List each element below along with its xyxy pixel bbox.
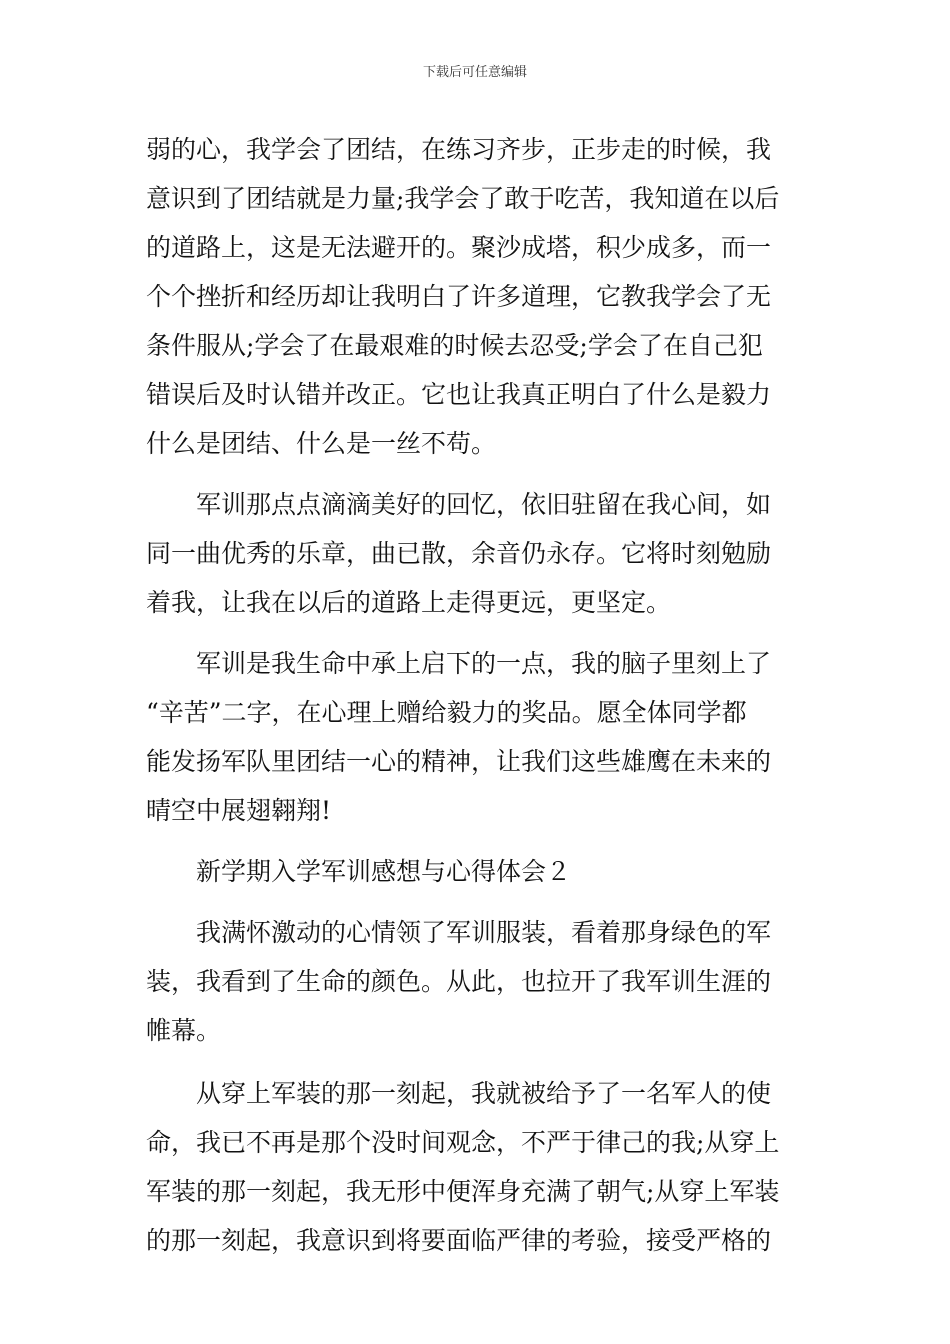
text-line: 能发扬军队里团结一心的精神，让我们这些雄鹰在未来的 xyxy=(146,747,772,776)
text-line: 条件服从;学会了在最艰难的时候去忍受;学会了在自己犯 xyxy=(146,331,763,360)
text-line: 弱的心，我学会了团结，在练习齐步，正步走的时候，我 xyxy=(146,135,772,164)
text-line: 我满怀激动的心情领了军训服装，看着那身绿色的军 xyxy=(146,918,772,947)
text-line: 帷幕。 xyxy=(146,1016,222,1045)
paragraph xyxy=(146,480,806,627)
text-line: 什么是团结、什么是一丝不苟。 xyxy=(146,429,497,458)
paragraph xyxy=(146,1069,806,1265)
text-line: 命，我已不再是那个没时间观念，不严于律己的我;从穿上 xyxy=(146,1128,780,1157)
paragraph xyxy=(146,125,806,468)
text-line: 意识到了团结就是力量;我学会了敢于吃苦，我知道在以后 xyxy=(146,184,780,213)
text-line: 的道路上，这是无法避开的。聚沙成塔，积少成多，而一 xyxy=(146,233,772,262)
text-line: 军训是我生命中承上启下的一点，我的脑子里刻上了 xyxy=(146,649,772,678)
text-line: 装，我看到了生命的颜色。从此，也拉开了我军训生涯的 xyxy=(146,967,772,996)
text-line: 军装的那一刻起，我无形中便浑身充满了朝气;从穿上军装 xyxy=(146,1177,780,1206)
text-line: 晴空中展翅翱翔! xyxy=(146,796,332,825)
text-line: 着我，让我在以后的道路上走得更远，更坚定。 xyxy=(146,588,672,617)
text-line: 军训那点点滴滴美好的回忆，依旧驻留在我心间，如 xyxy=(146,490,772,519)
page-header-note: 下载后可任意编辑 xyxy=(422,65,527,80)
document-body xyxy=(146,125,806,1265)
paragraph xyxy=(146,639,806,835)
text-line: “辛苦”二字，在心理上赠给毅力的奖品。愿全体同学都 xyxy=(146,698,747,727)
text-line: 错误后及时认错并改正。它也让我真正明白了什么是毅力 xyxy=(146,380,772,409)
section-heading xyxy=(146,847,806,896)
text-line: 的那一刻起，我意识到将要面临严律的考验，接受严格的 xyxy=(146,1226,772,1255)
heading-line: 新学期入学军训感想与心得体会２ xyxy=(146,857,572,886)
text-line: 个个挫折和经历却让我明白了许多道理，它教我学会了无 xyxy=(146,282,772,311)
text-line: 同一曲优秀的乐章，曲已散，余音仍永存。它将时刻勉励 xyxy=(146,539,772,568)
text-line: 从穿上军装的那一刻起，我就被给予了一名军人的使 xyxy=(146,1079,772,1108)
paragraph xyxy=(146,908,806,1055)
